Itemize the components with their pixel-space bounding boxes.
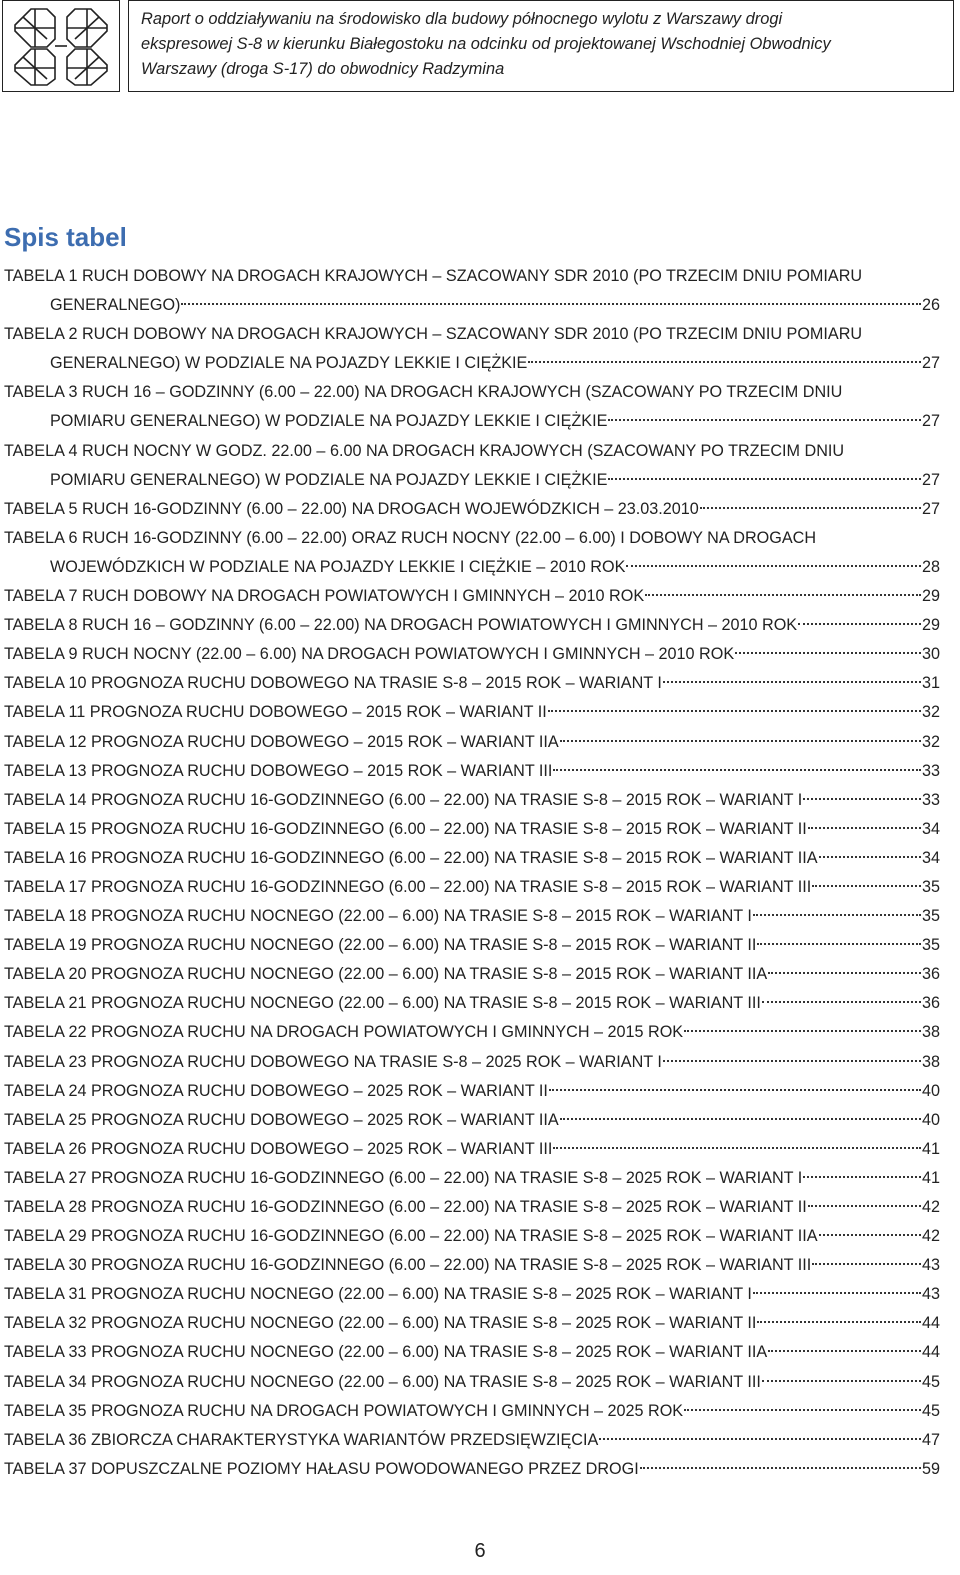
toc-entry-line bbox=[4, 640, 940, 669]
toc-entry[interactable] bbox=[4, 815, 940, 844]
dot-leader bbox=[798, 623, 921, 625]
toc-entry-line bbox=[4, 1077, 940, 1106]
toc-entry-line bbox=[4, 931, 940, 960]
toc-page-number: 44 bbox=[921, 1314, 940, 1333]
toc-entry[interactable] bbox=[4, 524, 940, 582]
table-of-contents bbox=[4, 262, 940, 1484]
toc-page-number: 27 bbox=[921, 499, 940, 518]
toc-entry-line bbox=[4, 1426, 940, 1455]
toc-entry-line bbox=[4, 844, 940, 873]
toc-page-number: 30 bbox=[921, 645, 940, 664]
toc-page-number: 36 bbox=[921, 994, 940, 1013]
toc-entry[interactable] bbox=[4, 262, 940, 320]
toc-entry-title: GENERALNEGO) W PODZIALE NA POJAZDY LEKKIE I CIĘŻKIE bbox=[50, 354, 528, 373]
toc-entry[interactable] bbox=[4, 698, 940, 727]
toc-entry-title: TABELA 6 RUCH 16-GODZINNY (6.00 – 22.00) ORAZ RUCH NOCNY (22.00 – 6.00) I DOBOWY NA DROGACH bbox=[4, 528, 817, 547]
toc-entry-line bbox=[4, 262, 940, 291]
toc-entry[interactable] bbox=[4, 1077, 940, 1106]
toc-entry[interactable] bbox=[4, 786, 940, 815]
toc-page-number: 31 bbox=[921, 674, 940, 693]
dot-leader bbox=[560, 740, 921, 742]
toc-page-number: 43 bbox=[921, 1285, 940, 1304]
toc-entry-line bbox=[4, 698, 940, 727]
toc-entry-title: TABELA 1 RUCH DOBOWY NA DROGACH KRAJOWYCH – SZACOWANY SDR 2010 (PO TRZECIM DNIU POMIARU bbox=[4, 267, 863, 285]
toc-entry[interactable] bbox=[4, 902, 940, 931]
toc-entry-line bbox=[4, 1280, 940, 1309]
toc-entry-title: TABELA 9 RUCH NOCNY (22.00 – 6.00) NA DROGACH POWIATOWYCH I GMINNYCH – 2010 ROK bbox=[4, 645, 735, 664]
toc-entry-title: TABELA 30 PROGNOZA RUCHU 16-GODZINNEGO (6.00 – 22.00) NA TRASIE S-8 – 2025 ROK – WARIANT III bbox=[4, 1256, 812, 1275]
toc-entry-title: TABELA 26 PROGNOZA RUCHU DOBOWEGO – 2025 ROK – WARIANT III bbox=[4, 1139, 553, 1158]
dot-leader bbox=[548, 710, 921, 712]
toc-entry-title: TABELA 2 RUCH DOBOWY NA DROGACH KRAJOWYCH – SZACOWANY SDR 2010 (PO TRZECIM DNIU POMIARU bbox=[4, 325, 863, 344]
toc-entry[interactable] bbox=[4, 1048, 940, 1077]
toc-page-number: 40 bbox=[921, 1081, 940, 1100]
toc-entry[interactable] bbox=[4, 1397, 940, 1426]
toc-entry-title: TABELA 32 PROGNOZA RUCHU NOCNEGO (22.00 – 6.00) NA TRASIE S-8 – 2025 ROK – WARIANT II bbox=[4, 1314, 757, 1333]
toc-entry-line bbox=[4, 902, 940, 931]
dot-leader bbox=[762, 1001, 921, 1003]
toc-entry-line bbox=[4, 1397, 940, 1426]
toc-entry[interactable] bbox=[4, 1193, 940, 1222]
toc-entry[interactable] bbox=[4, 1309, 940, 1338]
toc-entry-line bbox=[4, 582, 940, 611]
toc-entry-line bbox=[4, 320, 940, 349]
toc-entry[interactable] bbox=[4, 1222, 940, 1251]
toc-entry[interactable] bbox=[4, 757, 940, 786]
toc-entry-title: TABELA 34 PROGNOZA RUCHU NOCNEGO (22.00 – 6.00) NA TRASIE S-8 – 2025 ROK – WARIANT III bbox=[4, 1372, 761, 1391]
toc-page-number: 27 bbox=[921, 470, 940, 489]
dot-leader bbox=[819, 1234, 921, 1236]
toc-entry-line bbox=[4, 1222, 940, 1251]
toc-entry-title: TABELA 12 PROGNOZA RUCHU DOBOWEGO – 2015 ROK – WARIANT IIA bbox=[4, 732, 559, 751]
toc-entry-title: TABELA 27 PROGNOZA RUCHU 16-GODZINNEGO (6.00 – 22.00) NA TRASIE S-8 – 2025 ROK – WARIANT I bbox=[4, 1168, 803, 1187]
toc-entry-title: POMIARU GENERALNEGO) W PODZIALE NA POJAZDY LEKKIE I CIĘŻKIE bbox=[50, 412, 608, 431]
toc-entry-line bbox=[4, 786, 940, 815]
toc-entry[interactable] bbox=[4, 1426, 940, 1455]
toc-entry-title: TABELA 24 PROGNOZA RUCHU DOBOWEGO – 2025 ROK – WARIANT II bbox=[4, 1081, 548, 1100]
toc-entry-title: TABELA 19 PROGNOZA RUCHU NOCNEGO (22.00 – 6.00) NA TRASIE S-8 – 2015 ROK – WARIANT II bbox=[4, 936, 757, 955]
toc-entry[interactable] bbox=[4, 728, 940, 757]
toc-entry[interactable] bbox=[4, 1368, 940, 1397]
toc-entry-line bbox=[4, 1164, 940, 1193]
toc-entry-title: TABELA 10 PROGNOZA RUCHU DOBOWEGO NA TRASIE S-8 – 2015 ROK – WARIANT I bbox=[4, 674, 662, 693]
toc-entry-line bbox=[4, 495, 940, 524]
toc-entry-title: TABELA 29 PROGNOZA RUCHU 16-GODZINNEGO (6.00 – 22.00) NA TRASIE S-8 – 2025 ROK – WARIANT IIA bbox=[4, 1227, 818, 1246]
toc-page-number: 35 bbox=[921, 877, 940, 896]
toc-entry[interactable] bbox=[4, 1135, 940, 1164]
toc-page-number: 29 bbox=[921, 616, 940, 635]
dot-leader bbox=[645, 594, 921, 596]
toc-page-number: 40 bbox=[921, 1110, 940, 1129]
dot-leader bbox=[626, 565, 921, 567]
dot-leader bbox=[560, 1118, 921, 1120]
dot-leader bbox=[808, 827, 921, 829]
toc-page-number: 42 bbox=[921, 1198, 940, 1216]
toc-entry-line bbox=[4, 1106, 940, 1135]
toc-page-number: 27 bbox=[921, 412, 940, 431]
toc-entry-line bbox=[4, 989, 940, 1018]
report-title-line: ekspresowej S-8 w kierunku Białegostoku na odcinku od projektowanej Wschodniej Obwodnicy bbox=[141, 35, 831, 53]
toc-entry-title: TABELA 15 PROGNOZA RUCHU 16-GODZINNEGO (6.00 – 22.00) NA TRASIE S-8 – 2015 ROK – WARIANT II bbox=[4, 819, 807, 838]
toc-entry-line bbox=[4, 1368, 940, 1397]
toc-page-number: 32 bbox=[921, 703, 940, 722]
toc-page-number: 35 bbox=[921, 907, 940, 926]
toc-entry-title: TABELA 18 PROGNOZA RUCHU NOCNEGO (22.00 – 6.00) NA TRASIE S-8 – 2015 ROK – WARIANT I bbox=[4, 907, 752, 926]
toc-entry-title: TABELA 22 PROGNOZA RUCHU NA DROGACH POWIATOWYCH I GMINNYCH – 2015 ROK bbox=[4, 1023, 684, 1042]
dot-leader bbox=[803, 1176, 921, 1178]
toc-page-number: 44 bbox=[921, 1343, 940, 1362]
toc-entry-line bbox=[4, 1455, 940, 1484]
toc-entry[interactable] bbox=[4, 437, 940, 495]
toc-page-number: 41 bbox=[921, 1139, 940, 1158]
logo bbox=[2, 0, 120, 92]
toc-entry-line bbox=[4, 1193, 940, 1222]
toc-entry[interactable] bbox=[4, 1018, 940, 1047]
toc-entry[interactable] bbox=[4, 582, 940, 611]
toc-entry[interactable] bbox=[4, 1338, 940, 1367]
toc-entry-line bbox=[4, 757, 940, 786]
toc-page-number: 29 bbox=[921, 587, 940, 606]
toc-entry-line bbox=[4, 960, 940, 989]
toc-entry[interactable] bbox=[4, 1280, 940, 1309]
toc-entry-title: TABELA 7 RUCH DOBOWY NA DROGACH POWIATOWYCH I GMINNYCH – 2010 ROK bbox=[4, 587, 645, 606]
toc-entry-title: TABELA 36 ZBIORCZA CHARAKTERYSTYKA WARIANTÓW PRZEDSIĘWZIĘCIA bbox=[4, 1430, 599, 1449]
dot-leader bbox=[753, 914, 921, 916]
toc-page-number: 27 bbox=[921, 354, 940, 373]
dot-leader bbox=[808, 1205, 921, 1207]
toc-entry-title: TABELA 35 PROGNOZA RUCHU NA DROGACH POWIATOWYCH I GMINNYCH – 2025 ROK bbox=[4, 1401, 684, 1420]
page-number: 6 bbox=[474, 1540, 486, 1562]
toc-entry-title: TABELA 16 PROGNOZA RUCHU 16-GODZINNEGO (6.00 – 22.00) NA TRASIE S-8 – 2015 ROK – WARIANT IIA bbox=[4, 848, 818, 867]
toc-entry[interactable] bbox=[4, 320, 940, 378]
dot-leader bbox=[762, 1380, 921, 1382]
toc-entry[interactable] bbox=[4, 1106, 940, 1135]
toc-entry-title: TABELA 25 PROGNOZA RUCHU DOBOWEGO – 2025 ROK – WARIANT IIA bbox=[4, 1110, 559, 1129]
dot-leader bbox=[735, 652, 921, 654]
toc-entry[interactable] bbox=[4, 640, 940, 669]
toc-entry-title: TABELA 33 PROGNOZA RUCHU NOCNEGO (22.00 – 6.00) NA TRASIE S-8 – 2025 ROK – WARIANT IIA bbox=[4, 1343, 768, 1362]
toc-entry[interactable] bbox=[4, 1251, 940, 1280]
toc-entry-line bbox=[4, 1135, 940, 1164]
toc-entry-line bbox=[4, 669, 940, 698]
toc-page-number: 33 bbox=[921, 790, 940, 809]
dot-leader bbox=[803, 798, 921, 800]
toc-entry-line bbox=[4, 524, 940, 553]
toc-entry[interactable] bbox=[4, 495, 940, 524]
toc-entry-line bbox=[4, 1018, 940, 1047]
toc-entry-line bbox=[4, 1309, 940, 1338]
dot-leader bbox=[553, 1147, 921, 1149]
toc-entry-title: WOJEWÓDZKICH W PODZIALE NA POJAZDY LEKKIE I CIĘŻKIE – 2010 ROK bbox=[50, 557, 626, 576]
toc-entry[interactable] bbox=[4, 1164, 940, 1193]
dot-leader bbox=[684, 1030, 921, 1032]
toc-page-number: 26 bbox=[921, 296, 940, 315]
dot-leader bbox=[528, 361, 921, 363]
toc-entry-title: TABELA 37 DOPUSZCZALNE POZIOMY HAŁASU POWODOWANEGO PRZEZ DROGI bbox=[4, 1459, 639, 1478]
dot-leader bbox=[663, 1060, 921, 1062]
toc-entry-title: TABELA 21 PROGNOZA RUCHU NOCNEGO (22.00 – 6.00) NA TRASIE S-8 – 2015 ROK – WARIANT III bbox=[4, 994, 761, 1013]
toc-entry[interactable] bbox=[4, 989, 940, 1018]
report-title bbox=[128, 0, 954, 92]
toc-entry-line bbox=[4, 1338, 940, 1367]
toc-entry[interactable] bbox=[4, 611, 940, 640]
document-header bbox=[0, 0, 960, 96]
toc-entry[interactable] bbox=[4, 844, 940, 873]
toc-entry-title: TABELA 3 RUCH 16 – GODZINNY (6.00 – 22.00) NA DROGACH KRAJOWYCH (SZACOWANY PO TRZECIM DNIU bbox=[4, 383, 843, 402]
toc-page-number: 32 bbox=[921, 732, 940, 751]
dot-leader bbox=[757, 943, 921, 945]
toc-entry-title: TABELA 13 PROGNOZA RUCHU DOBOWEGO – 2015 ROK – WARIANT III bbox=[4, 761, 553, 780]
dot-leader bbox=[663, 681, 921, 683]
dot-leader bbox=[812, 1263, 921, 1265]
toc-page-number: 34 bbox=[921, 819, 940, 838]
toc-entry[interactable] bbox=[4, 931, 940, 960]
dot-leader bbox=[608, 478, 921, 480]
toc-entry-line bbox=[4, 1251, 940, 1280]
toc-entry-line bbox=[4, 407, 940, 436]
toc-entry-title: TABELA 8 RUCH 16 – GODZINNY (6.00 – 22.00) NA DROGACH POWIATOWYCH I GMINNYCH – 2010 ROK bbox=[4, 616, 798, 635]
toc-entry-line bbox=[4, 466, 940, 495]
dot-leader bbox=[700, 507, 921, 509]
toc-entry-line bbox=[4, 553, 940, 582]
toc-page-number: 45 bbox=[921, 1372, 940, 1391]
toc-page-number: 43 bbox=[921, 1256, 940, 1275]
dot-leader bbox=[181, 303, 921, 305]
dot-leader bbox=[640, 1467, 921, 1469]
toc-entry-title: TABELA 4 RUCH NOCNY W GODZ. 22.00 – 6.00 NA DROGACH KRAJOWYCH (SZACOWANY PO TRZECIM DNIU bbox=[4, 441, 845, 460]
toc-entry-line bbox=[4, 349, 940, 378]
toc-entry-line bbox=[4, 378, 940, 407]
toc-page-number: 45 bbox=[921, 1401, 940, 1420]
toc-entry[interactable] bbox=[4, 1455, 940, 1484]
toc-page-number: 35 bbox=[921, 936, 940, 955]
toc-entry-title: TABELA 23 PROGNOZA RUCHU DOBOWEGO NA TRASIE S-8 – 2025 ROK – WARIANT I bbox=[4, 1052, 662, 1071]
section-title: Spis tabel bbox=[4, 222, 127, 252]
dot-leader bbox=[757, 1321, 921, 1323]
toc-entry-line bbox=[4, 1048, 940, 1077]
toc-page-number: 33 bbox=[921, 761, 940, 780]
toc-entry-title: GENERALNEGO) bbox=[50, 296, 181, 315]
dot-leader bbox=[768, 1350, 921, 1352]
toc-entry-title: TABELA 5 RUCH 16-GODZINNY (6.00 – 22.00) NA DROGACH WOJEWÓDZKICH – 23.03.2010 bbox=[4, 499, 699, 518]
toc-entry-title: TABELA 28 PROGNOZA RUCHU 16-GODZINNEGO (6.00 – 22.00) NA TRASIE S-8 – 2025 ROK – WARIANT II bbox=[4, 1198, 807, 1216]
dot-leader bbox=[812, 885, 921, 887]
dot-leader bbox=[549, 1089, 921, 1091]
toc-page-number: 34 bbox=[921, 848, 940, 867]
toc-entry-title: TABELA 11 PROGNOZA RUCHU DOBOWEGO – 2015 ROK – WARIANT II bbox=[4, 703, 547, 722]
toc-page-number: 36 bbox=[921, 965, 940, 984]
dot-leader bbox=[819, 856, 921, 858]
toc-entry-line bbox=[4, 291, 940, 320]
dot-leader bbox=[608, 419, 921, 421]
toc-page-number: 38 bbox=[921, 1023, 940, 1042]
toc-entry-title: POMIARU GENERALNEGO) W PODZIALE NA POJAZDY LEKKIE I CIĘŻKIE bbox=[50, 470, 608, 489]
toc-page-number: 38 bbox=[921, 1052, 940, 1071]
logo-mark-icon bbox=[11, 5, 111, 87]
toc-entry-line bbox=[4, 873, 940, 902]
dot-leader bbox=[553, 769, 921, 771]
toc-entry-line bbox=[4, 611, 940, 640]
toc-page-number: 59 bbox=[921, 1459, 940, 1478]
toc-entry-title: TABELA 14 PROGNOZA RUCHU 16-GODZINNEGO (6.00 – 22.00) NA TRASIE S-8 – 2015 ROK – WARIANT I bbox=[4, 790, 803, 809]
toc-page-number: 47 bbox=[921, 1430, 940, 1449]
toc-entry-line bbox=[4, 437, 940, 466]
toc-entry-title: TABELA 31 PROGNOZA RUCHU NOCNEGO (22.00 – 6.00) NA TRASIE S-8 – 2025 ROK – WARIANT I bbox=[4, 1285, 752, 1304]
toc-entry[interactable] bbox=[4, 669, 940, 698]
dot-leader bbox=[753, 1292, 921, 1294]
report-title-line: Warszawy (droga S-17) do obwodnicy Radzymina bbox=[141, 60, 505, 78]
toc-entry[interactable] bbox=[4, 378, 940, 436]
toc-entry-title: TABELA 20 PROGNOZA RUCHU NOCNEGO (22.00 – 6.00) NA TRASIE S-8 – 2015 ROK – WARIANT IIA bbox=[4, 965, 768, 984]
toc-entry-title: TABELA 17 PROGNOZA RUCHU 16-GODZINNEGO (6.00 – 22.00) NA TRASIE S-8 – 2015 ROK – WARIANT III bbox=[4, 877, 812, 896]
toc-entry[interactable] bbox=[4, 873, 940, 902]
toc-entry-line bbox=[4, 728, 940, 757]
toc-entry-line bbox=[4, 815, 940, 844]
toc-page-number: 41 bbox=[921, 1168, 940, 1187]
toc-page-number: 28 bbox=[921, 557, 940, 576]
dot-leader bbox=[768, 972, 921, 974]
dot-leader bbox=[599, 1438, 921, 1440]
report-title-line: Raport o oddziaływaniu na środowisko dla budowy północnego wylotu z Warszawy drogi bbox=[141, 10, 783, 28]
dot-leader bbox=[684, 1409, 921, 1411]
toc-page-number: 42 bbox=[921, 1227, 940, 1246]
toc-entry[interactable] bbox=[4, 960, 940, 989]
